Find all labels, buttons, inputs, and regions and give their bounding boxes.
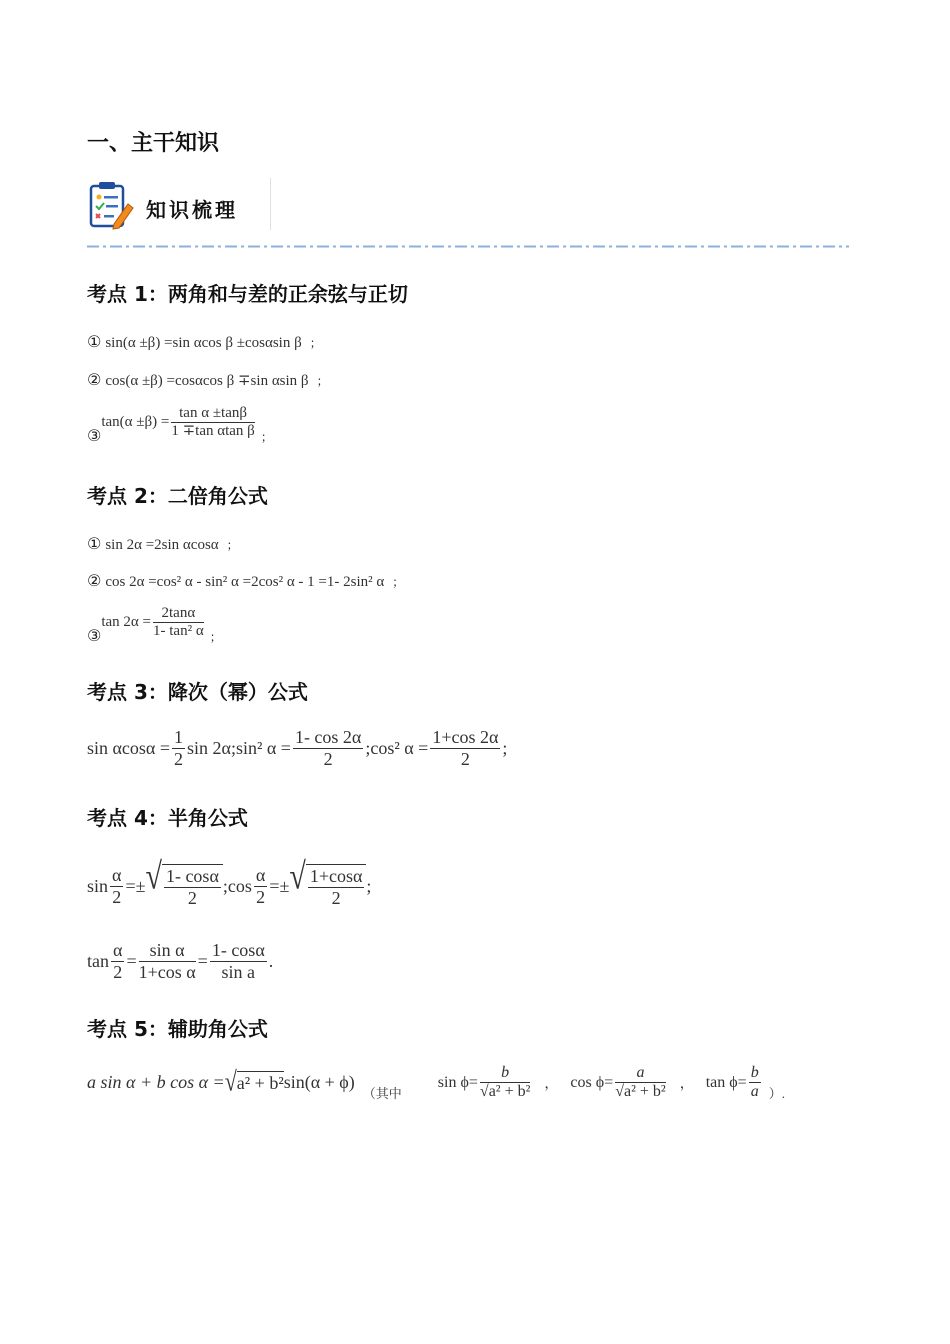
section-title: 考点 4：半角公式 <box>87 806 248 830</box>
formula: sin(α ±β) =sin αcos β ±cosαsin β <box>105 335 302 351</box>
formula-end: ； <box>260 429 273 444</box>
section-title: 考点 1：两角和与差的正余弦与正切 <box>87 282 408 306</box>
separator: ， <box>544 1076 559 1092</box>
numerator: sin α <box>139 940 196 962</box>
formula-row <box>87 855 372 908</box>
fraction <box>210 940 267 982</box>
fraction <box>164 866 221 908</box>
denominator: a <box>750 1083 759 1101</box>
radical-sign: √ <box>145 855 162 898</box>
fraction <box>293 727 363 769</box>
fraction <box>111 940 124 982</box>
radicand <box>162 864 223 908</box>
fraction <box>749 1064 761 1102</box>
formula-row <box>87 605 222 645</box>
formula-row <box>87 370 329 390</box>
formula-part: sin 2α;sin² α = <box>187 737 291 758</box>
fraction <box>171 405 254 441</box>
formula-part: ; <box>366 875 372 896</box>
formula-lhs: tan(α ±β) = <box>101 414 170 431</box>
numerator: α <box>113 940 123 960</box>
fraction <box>254 865 267 907</box>
numerator: b <box>480 1064 531 1083</box>
section-title: 考点 3：降次（幂）公式 <box>87 680 308 704</box>
circled-marker: ③ <box>87 625 102 645</box>
numerator: 1- cosα <box>165 866 219 886</box>
formula-part: cos ϕ= <box>570 1073 614 1091</box>
formula <box>101 605 205 641</box>
numerator: b <box>749 1064 761 1083</box>
square-root <box>289 855 366 908</box>
formula-part: ; <box>502 737 508 758</box>
note-close: ）. <box>768 1085 785 1101</box>
formula <box>101 405 256 441</box>
formula-row <box>87 332 322 352</box>
checklist-pencil-icon <box>88 180 134 230</box>
fraction <box>480 1064 531 1102</box>
denominator: 1+cos α <box>138 961 196 982</box>
formula-row <box>87 534 239 554</box>
radicand <box>306 864 367 908</box>
denominator: 2 <box>112 886 122 907</box>
formula-part: = <box>197 950 208 971</box>
radicand: a² + b² <box>236 1073 284 1094</box>
numerator: 1- cosα <box>211 940 265 960</box>
formula-part: sin ϕ= <box>437 1073 478 1091</box>
formula-part: tan <box>87 950 109 971</box>
numerator: 1 <box>174 727 184 747</box>
denominator: 2 <box>323 748 333 769</box>
numerator: 1+cosα <box>309 866 363 886</box>
numerator: tan α ±tanβ <box>171 405 254 423</box>
denominator: 2 <box>187 887 197 908</box>
separator: ， <box>679 1076 694 1092</box>
note-open: （其中 <box>362 1085 402 1101</box>
formula-part: sin αcosα = <box>87 737 171 758</box>
formula-part: ;cos <box>222 875 252 896</box>
square-root <box>145 855 222 908</box>
radical-sign: √ <box>224 1066 237 1098</box>
fraction <box>153 605 204 641</box>
fraction <box>172 727 185 769</box>
denominator: 1 ∓tan αtan β <box>171 423 255 440</box>
formula-part: =± <box>125 875 146 896</box>
denominator: 2 <box>460 748 470 769</box>
formula-row <box>87 405 273 445</box>
formula-part: ;cos² α = <box>365 737 429 758</box>
banner-divider <box>270 178 271 230</box>
fraction <box>308 866 365 908</box>
circled-marker: ① <box>87 332 102 351</box>
denominator: 1- tan² α <box>153 623 204 640</box>
radical-sign: √ <box>289 855 306 898</box>
formula-end: ； <box>392 575 405 589</box>
formula-part: . <box>268 950 274 971</box>
numerator: α <box>255 865 266 885</box>
formula-row <box>87 940 273 982</box>
formula-row <box>87 1064 785 1102</box>
formula-row <box>87 727 507 769</box>
fraction <box>110 865 123 907</box>
formula: cos 2α =cos² α - sin² α =2cos² α - 1 =1- 2sin² α <box>105 574 385 590</box>
denominator: √a² + b² <box>615 1083 666 1101</box>
radicand: a² + b² <box>488 1083 531 1101</box>
formula-end: ； <box>209 629 222 644</box>
numerator: 2tanα <box>153 605 204 623</box>
formula-end: ； <box>316 374 329 388</box>
formula: sin 2α =2sin αcosα <box>105 537 219 553</box>
fraction <box>430 727 500 769</box>
formula-lhs: tan 2α = <box>101 614 151 631</box>
fraction <box>615 1064 666 1102</box>
formula-end: ； <box>226 538 239 552</box>
formula-part: sin(α + ϕ) <box>283 1072 355 1093</box>
numerator: 1+cos 2α <box>432 727 499 747</box>
circled-marker: ③ <box>87 425 102 445</box>
circled-marker: ① <box>87 534 102 553</box>
dashed-divider <box>87 235 849 238</box>
denominator: √a² + b² <box>479 1083 531 1101</box>
denominator: sin a <box>221 961 256 982</box>
formula-part: a sin α + b cos α = <box>87 1072 225 1093</box>
denominator: 2 <box>113 961 123 982</box>
formula-part: = <box>126 950 137 971</box>
circled-marker: ② <box>87 370 102 389</box>
formula-end: ； <box>309 336 322 350</box>
denominator: 2 <box>331 887 341 908</box>
page-heading: 一、主干知识 <box>87 131 220 156</box>
numerator: a <box>615 1064 666 1083</box>
formula: cos(α ±β) =cosαcos β ∓sin αsin β <box>105 373 309 389</box>
formula-row <box>87 571 404 591</box>
numerator: α <box>112 865 122 885</box>
formula-part: tan ϕ= <box>705 1073 747 1091</box>
circled-marker: ② <box>87 571 102 590</box>
section-title: 考点 5：辅助角公式 <box>87 1017 268 1041</box>
square-root <box>224 1066 284 1098</box>
banner-title: 知识梳理 <box>146 198 238 222</box>
denominator: 2 <box>174 748 184 769</box>
fraction <box>139 940 196 982</box>
denominator: 2 <box>256 886 266 907</box>
radicand: a² + b² <box>623 1083 666 1101</box>
section-title: 考点 2：二倍角公式 <box>87 484 268 508</box>
formula-part: sin <box>87 875 109 896</box>
formula-part: =± <box>269 875 290 896</box>
numerator: 1- cos 2α <box>294 727 362 747</box>
